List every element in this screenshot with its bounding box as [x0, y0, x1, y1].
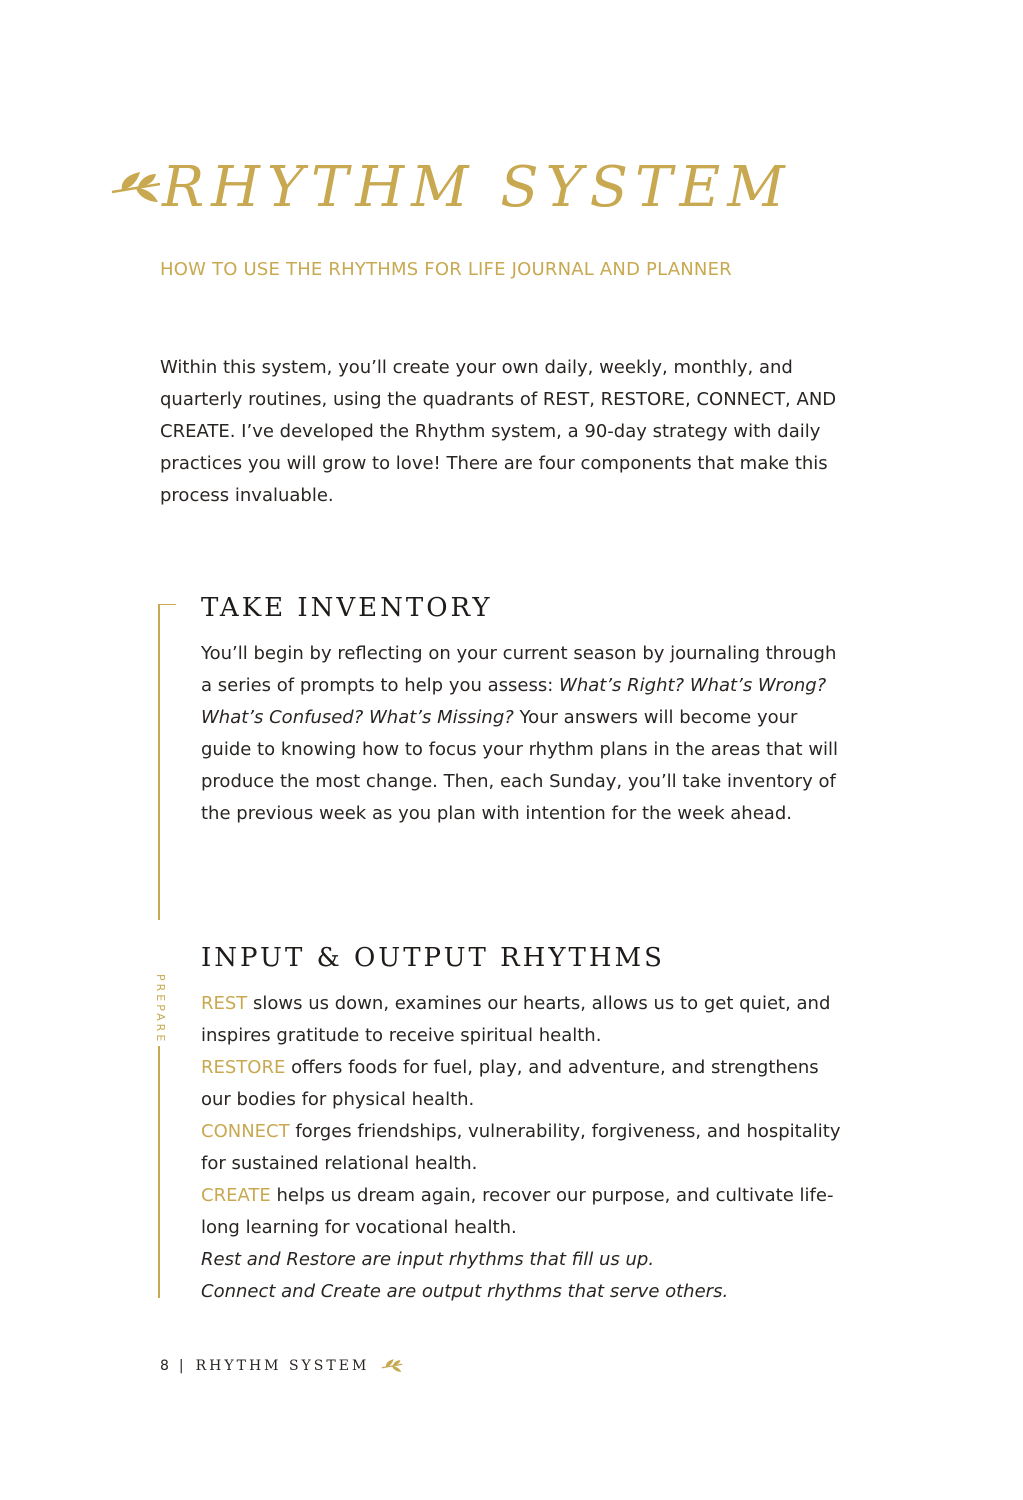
rhythm-keyword: REST	[201, 993, 248, 1014]
rhythm-item	[201, 1116, 851, 1180]
section-body-inventory	[201, 638, 851, 830]
leaf-icon	[381, 1358, 403, 1374]
section-heading-inventory: TAKE INVENTORY	[201, 593, 493, 623]
inventory-text-b: Your answers will become your guide to knowing how to focus your rhythm plans in the areas that will produce the most change. Then, each Sunday, you’ll take inventory of the previous week as you plan with intention for the week ahead.	[201, 707, 839, 824]
page-title: RHYTHM SYSTEM	[162, 155, 792, 220]
footer-separator: |	[178, 1358, 184, 1374]
page-number: 8	[160, 1358, 169, 1374]
section-body-rhythms	[201, 988, 851, 1308]
rhythm-keyword: RESTORE	[201, 1057, 286, 1078]
rhythm-item	[201, 1180, 851, 1244]
footer-title: RHYTHM SYSTEM	[195, 1358, 370, 1374]
rhythm-item	[201, 1052, 851, 1116]
inventory-text-a: You’ll begin by reflecting on your current season by journaling through a series of prompts to help you assess:	[201, 643, 837, 696]
leaf-icon	[110, 170, 162, 206]
bracket-top	[158, 604, 176, 605]
intro-paragraph	[160, 352, 840, 512]
rhythm-description: forges friendships, vulnerability, forgiveness, and hospitality for sustained relational health.	[201, 1121, 841, 1174]
inventory-questions: What’s Right? What’s Wrong? What’s Confused? What’s Missing?	[201, 675, 827, 728]
intro-text: Within this system, you’ll create your own daily, weekly, monthly, and quarterly routines, using the quadrants of REST, RESTORE, CONNECT, AND CREATE. I’ve developed the Rhythm system, a 90-day strategy with daily practices you will grow to love! There are four components that make this process invaluable.	[160, 357, 837, 506]
rhythm-keyword: CONNECT	[201, 1121, 290, 1142]
page-subtitle: HOW TO USE THE RHYTHMS FOR LIFE JOURNAL AND PLANNER	[160, 259, 732, 280]
rhythm-keyword: CREATE	[201, 1185, 271, 1206]
rhythm-note: Connect and Create are output rhythms that serve others.	[201, 1281, 729, 1302]
side-label: PREPARE	[154, 974, 167, 1045]
section-heading-rhythms: INPUT & OUTPUT RHYTHMS	[201, 943, 665, 973]
rhythm-note: Rest and Restore are input rhythms that fill us up.	[201, 1249, 655, 1270]
page-footer	[160, 1358, 403, 1374]
side-rule-upper	[158, 604, 160, 920]
rhythm-item	[201, 988, 851, 1052]
rhythm-description: helps us dream again, recover our purpose, and cultivate life-long learning for vocational health.	[201, 1185, 834, 1238]
side-rule-lower	[158, 1046, 160, 1298]
title-row	[110, 155, 792, 220]
rhythm-description: slows us down, examines our hearts, allows us to get quiet, and inspires gratitude to receive spiritual health.	[201, 993, 831, 1046]
rhythm-description: offers foods for fuel, play, and adventure, and strengthens our bodies for physical health.	[201, 1057, 819, 1110]
